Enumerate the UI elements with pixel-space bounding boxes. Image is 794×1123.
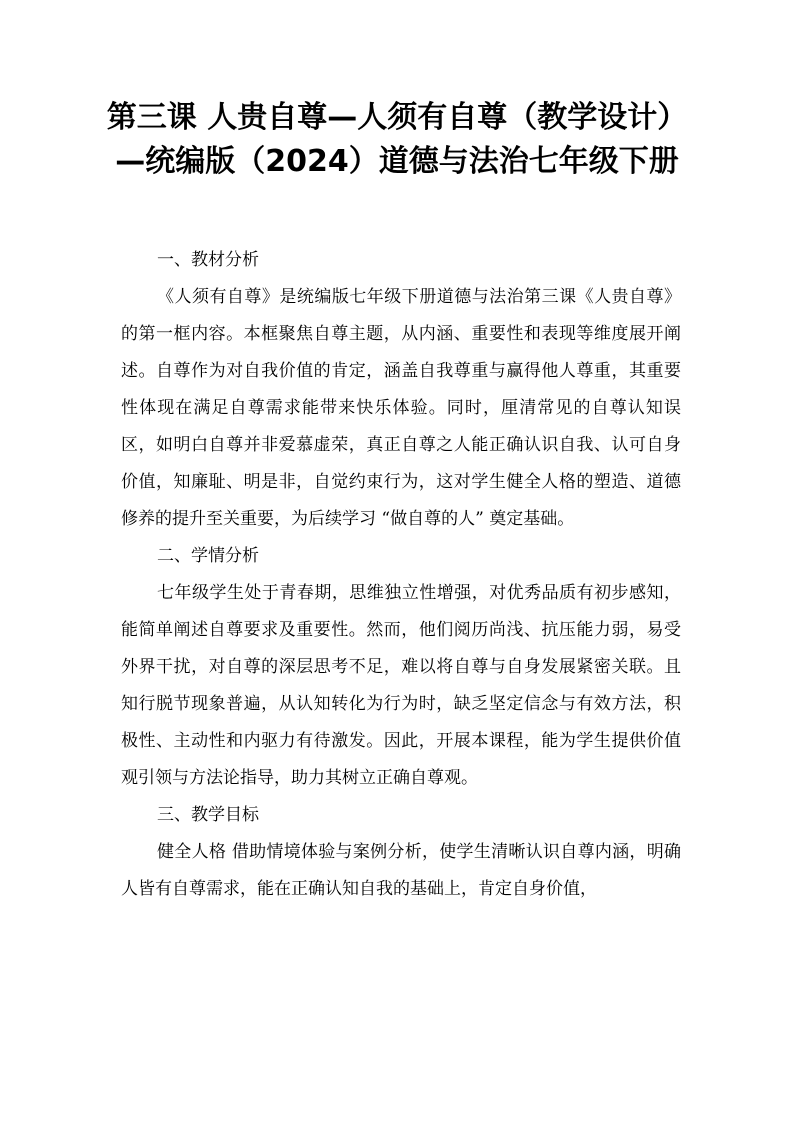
paragraph-teaching-goals: 健全人格 借助情境体验与案例分析，使学生清晰认识自尊内涵，明确人皆有自尊需求，能在正确认知自我的基础上，肯定自身价值， [121, 842, 681, 899]
section-heading-textbook-analysis: 一、教材分析 [157, 250, 259, 270]
document-body [121, 242, 681, 908]
document-title: 第三课 人贵自尊—人须有自尊（教学设计）—统编版（2024）道德与法治七年级下册 [106, 100, 688, 179]
section-heading-teaching-goals: 三、教学目标 [157, 805, 259, 825]
paragraph-student-analysis: 七年级学生处于青春期，思维独立性增强，对优秀品质有初步感知，能简单阐述自尊要求及重要性。然而，他们阅历尚浅、抗压能力弱，易受外界干扰，对自尊的深层思考不足，难以将自尊与自身发展紧密关联。且知行脱节现象普遍，从认知转化为行为时，缺乏坚定信念与有效方法，积极性、主动性和内驱力有待激发。因此，开展本课程，能为学生提供价值观引领与方法论指导，助力其树立正确自尊观。 [121, 583, 681, 788]
section-heading-student-analysis: 二、学情分析 [157, 546, 259, 566]
paragraph-textbook-analysis: 《人须有自尊》是统编版七年级下册道德与法治第三课《人贵自尊》的第一框内容。本框聚焦自尊主题，从内涵、重要性和表现等维度展开阐述。自尊作为对自我价值的肯定，涵盖自我尊重与赢得他人尊重，其重要性体现在满足自尊需求能带来快乐体验。同时，厘清常见的自尊认知误区，如明白自尊并非爱慕虚荣，真正自尊之人能正确认识自我、认可自身价值，知廉耻、明是非，自觉约束行为，这对学生健全人格的塑造、道德修养的提升至关重要，为后续学习 “做自尊的人” 奠定基础。 [121, 287, 681, 529]
